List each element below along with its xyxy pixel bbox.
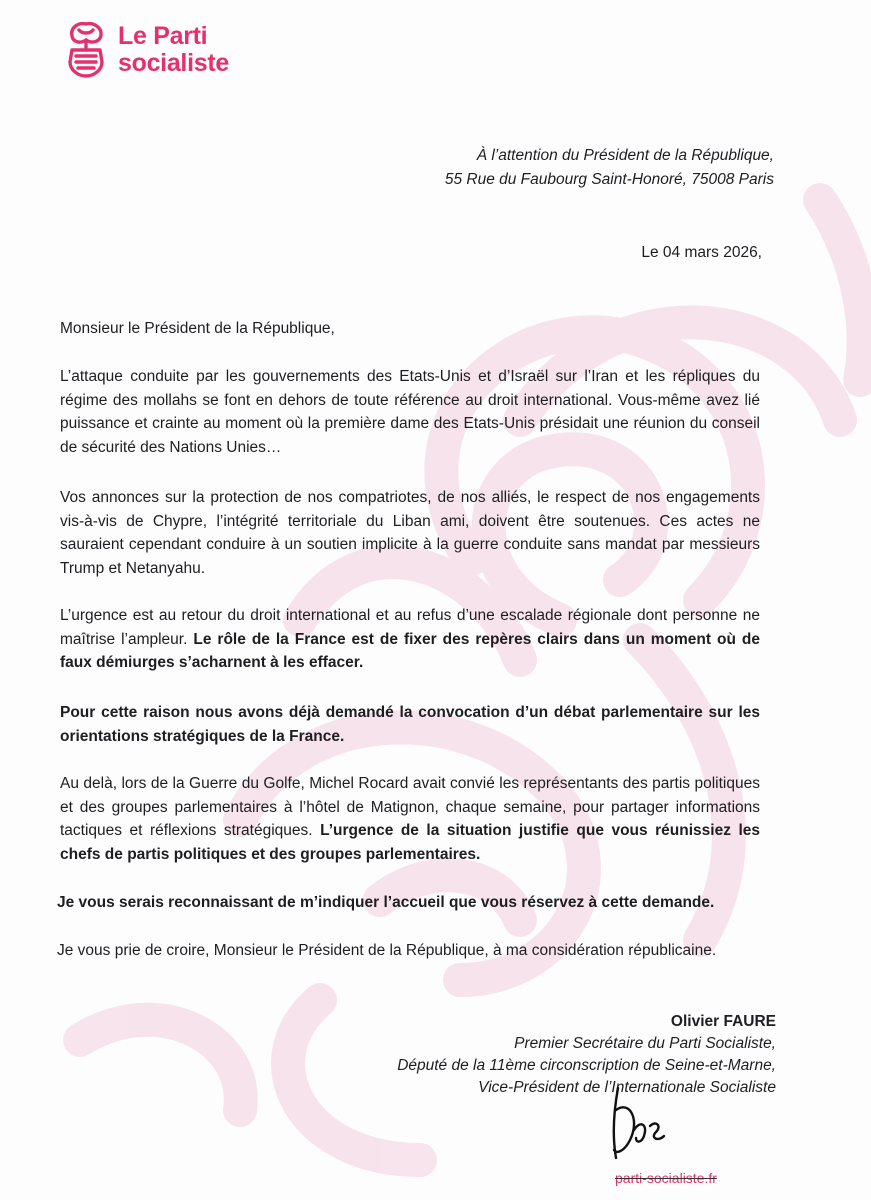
signature-block — [397, 1011, 776, 1099]
paragraph-6-bold: Je vous serais reconnaissant de m’indiquer l’accueil que vous réservez à cette demande. — [57, 894, 715, 911]
signatory-name: Olivier FAURE — [670, 1013, 776, 1030]
paragraph-5-bold: L’urgence de la situation justifie que vous réunissiez les chefs de partis politiques et des groupes parlementaires. — [60, 822, 761, 863]
recipient-line-2: 55 Rue du Faubourg Saint-Honoré, 75008 Paris — [444, 171, 774, 188]
handwritten-signature-icon — [600, 1080, 690, 1170]
paragraph-3 — [60, 604, 760, 675]
paragraph-3-plain: L’urgence est au retour du droit international et au refus d’une escalade régionale dont personne ne maîtrise l’ampleur. — [60, 607, 760, 648]
paragraph-4 — [60, 701, 760, 748]
logo-line-1: Le Parti — [118, 22, 208, 50]
paragraph-5-plain: Au delà, lors de la Guerre du Golfe, Michel Rocard avait convié les représentants des partis politiques et des groupes parlementaires à l’hôtel de Matignon, chaque semaine, pour partager informations tactiques et réflexions stratégiques. — [60, 775, 760, 839]
signatory-title-2: Député de la 11ème circonscription de Seine-et-Marne, — [397, 1057, 776, 1074]
paragraph-6 — [57, 891, 757, 915]
closing-formula: Je vous prie de croire, Monsieur le Président de la République, à ma considération républicaine. — [57, 942, 717, 959]
footer-website-link[interactable]: parti-socialiste.fr — [615, 1170, 717, 1186]
salutation: Monsieur le Président de la République, — [60, 320, 335, 337]
logo-wordmark — [118, 23, 229, 77]
logo-line-2: socialiste — [118, 49, 229, 77]
signatory-title-1: Premier Secrétaire du Parti Socialiste, — [514, 1035, 776, 1052]
recipient-line-1: À l’attention du Président de la République, — [476, 147, 774, 164]
party-logo — [64, 20, 229, 80]
paragraph-1: L’attaque conduite par les gouvernements des Etats-Unis et d’Israël sur l’Iran et les répliques du régime des mollahs se font en dehors de toute référence au droit international. Vous-même avez lié puissance et crainte au moment où la première dame des Etats-Unis présidait une réunion du conseil de sécurité des Nations Unies… — [60, 368, 760, 456]
letter-date: Le 04 mars 2026, — [641, 244, 762, 261]
paragraph-3-bold: Le rôle de la France est de fixer des repères clairs dans un moment où de faux démiurges s’acharnent à les effacer. — [60, 630, 760, 671]
rose-fist-icon — [64, 20, 108, 80]
paragraph-4-bold: Pour cette raison nous avons déjà demandé la convocation d’un débat parlementaire sur les orientations stratégiques de la France. — [60, 704, 760, 745]
signatory-title-3: Vice-Président de l’Internationale Socialiste — [478, 1079, 776, 1096]
paragraph-5 — [60, 772, 760, 866]
recipient-address — [445, 144, 774, 192]
paragraph-2: Vos annonces sur la protection de nos compatriotes, de nos alliés, le respect de nos engagements vis-à-vis de Chypre, l’intégrité territoriale du Liban ami, doivent être soutenues. Ces actes ne sauraient cependant conduire à un soutien implicite à la guerre conduite sans mandat par messieurs Trump et Netanyahu. — [60, 489, 760, 577]
